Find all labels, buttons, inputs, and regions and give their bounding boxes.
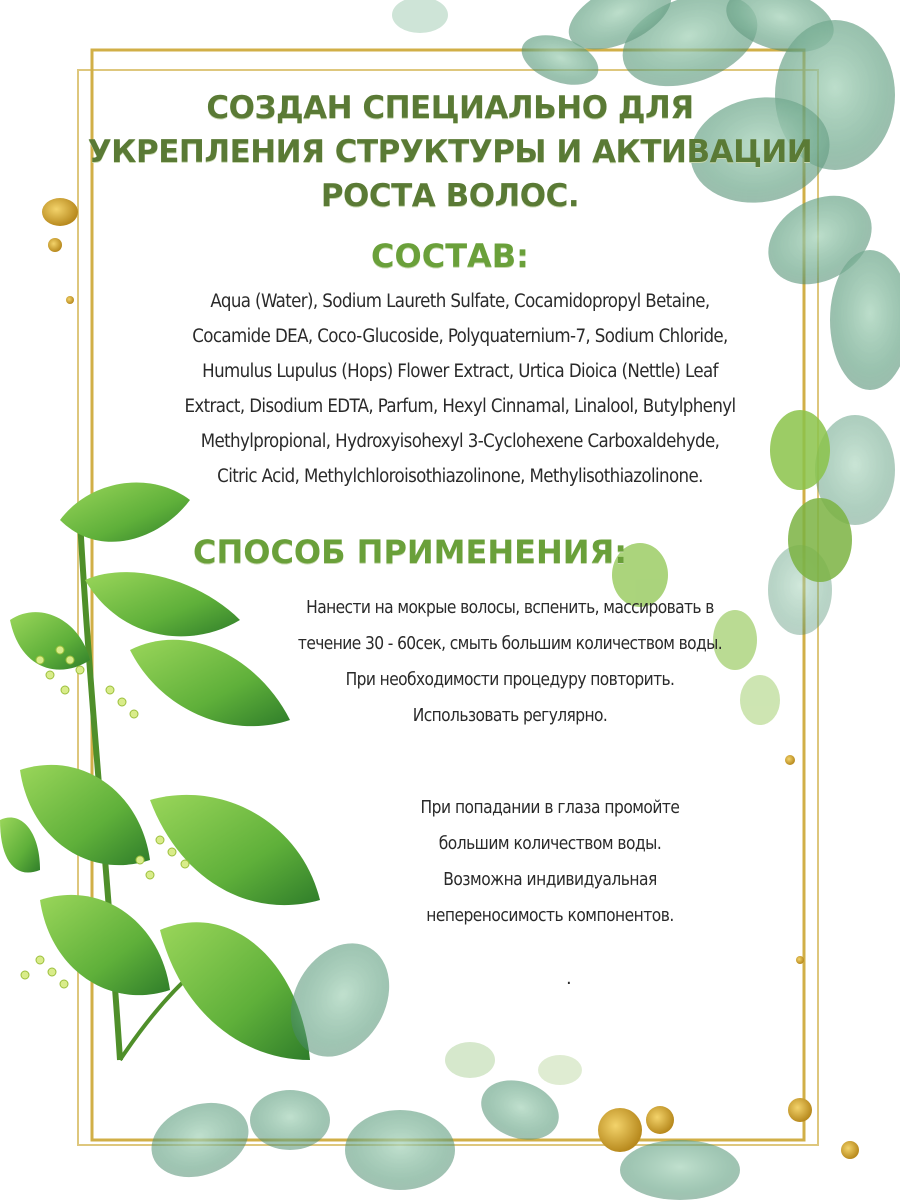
title-line-3: РОСТА ВОЛОС. [320,178,580,214]
ingredients-list [110,284,810,494]
usage-heading: СПОСОБ ПРИМЕНЕНИЯ: [192,533,628,571]
warning-line: большим количеством воды. [438,833,662,854]
composition-heading: СОСТАВ: [371,237,529,275]
usage-line: течение 30 - 60сек, смыть большим количеством воды. [297,633,723,654]
usage-instructions [269,590,751,734]
usage-line: При необходимости процедуру повторить. [345,669,675,690]
ingredients-line: Aqua (Water), Sodium Laureth Sulfate, Cocamidopropyl Betaine, [210,291,710,312]
trailing-dot: . [566,968,572,989]
usage-line: Использовать регулярно. [412,705,608,726]
ingredients-line: Cocamide DEA, Coco-Glucoside, Polyquaternium-7, Sodium Chloride, [192,326,728,347]
warning-line: При попадании в глаза промойте [420,797,680,818]
ingredients-line: Methylpropional, Hydroxyisohexyl 3-Cyclohexene Carboxaldehyde, [200,431,720,452]
ingredients-line: Extract, Disodium EDTA, Parfum, Hexyl Cinnamal, Linalool, Butylphenyl [184,396,736,417]
warning-text [387,790,714,934]
warning-line: непереносимость компонентов. [426,905,674,926]
warning-line: Возможна индивидуальная [443,869,657,890]
usage-line: Нанести на мокрые волосы, вспенить, массировать в [306,597,714,618]
title-line-1: СОЗДАН СПЕЦИАЛЬНО ДЛЯ [206,90,694,126]
ingredients-line: Citric Acid, Methylchloroisothiazolinone, Methylisothiazolinone. [217,466,703,487]
ingredients-line: Humulus Lupulus (Hops) Flower Extract, Urtica Dioica (Nettle) Leaf [202,361,718,382]
title [0,86,900,218]
title-line-2: УКРЕПЛЕНИЯ СТРУКТУРЫ И АКТИВАЦИИ [87,134,813,170]
